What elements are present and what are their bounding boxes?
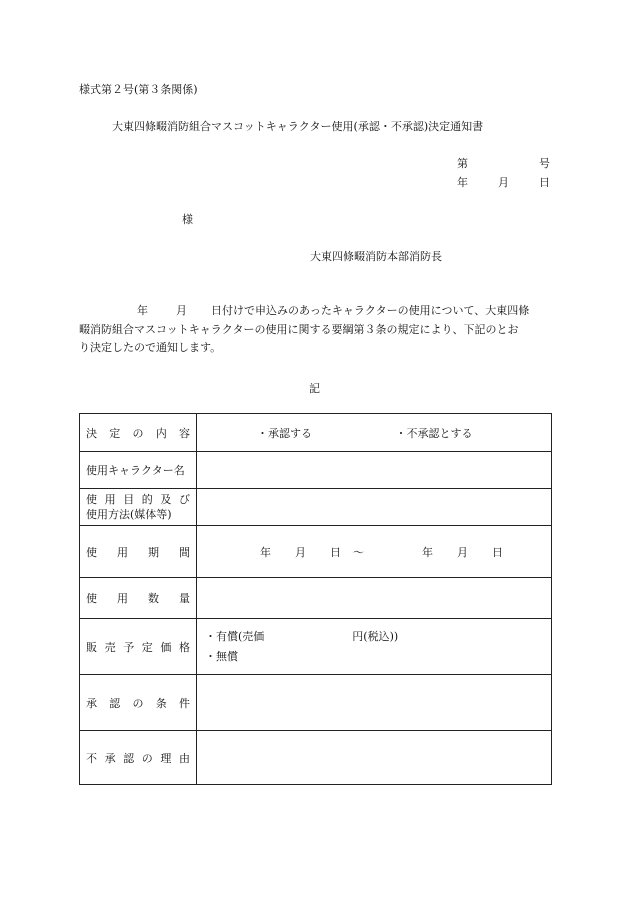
label-char: 決: [86, 426, 97, 440]
period-tilde: ～: [353, 545, 364, 559]
price-value[interactable]: [197, 619, 552, 675]
body-month: 月: [176, 304, 187, 317]
number-suffix: 号: [539, 157, 550, 170]
rejection-reason-label: [80, 750, 196, 766]
quantity-label: [80, 590, 196, 606]
label-char: の: [132, 696, 144, 710]
reject-option[interactable]: ・不承認とする: [395, 426, 473, 440]
label-char: 件: [179, 696, 190, 710]
label-char: 用: [117, 592, 128, 605]
rejection-reason-value[interactable]: [197, 731, 552, 785]
price-free-line: ・無償: [205, 649, 238, 663]
body-line-1-rest: 日付けで申込みのあったキャラクターの使用について、大東四條: [211, 304, 530, 317]
period-start-day: 日: [330, 545, 341, 559]
approve-option[interactable]: ・承認する: [257, 426, 312, 440]
document-number-line: [457, 155, 550, 171]
decision-value[interactable]: [197, 414, 552, 452]
label-char: 期: [148, 545, 159, 559]
label-char: 数: [148, 592, 159, 605]
label-char: 売: [104, 640, 116, 654]
label-char: 量: [179, 592, 190, 605]
date-day: 日: [539, 176, 550, 189]
label-char: 販: [86, 640, 97, 654]
body-line-3: り決定したので通知します。: [79, 341, 222, 354]
table-row-rejection-reason: [80, 731, 552, 785]
label-char: の: [132, 426, 144, 440]
addressee: 様: [182, 213, 193, 226]
body-text: [79, 302, 551, 358]
character-name-value[interactable]: [197, 452, 552, 489]
label-char: 定: [141, 640, 153, 654]
decision-table: [79, 413, 552, 785]
price-label: [80, 639, 196, 655]
label-char: 容: [179, 426, 190, 440]
label-char: 承: [86, 696, 97, 710]
table-row-decision: [80, 414, 552, 452]
purpose-label: [80, 492, 196, 522]
number-prefix: 第: [457, 157, 468, 170]
label-char: 承: [104, 751, 116, 765]
label-char: 的: [141, 493, 153, 506]
period-end-year: 年: [422, 545, 433, 559]
label-char: 由: [178, 751, 190, 765]
label-char: 使: [86, 592, 97, 605]
period-start-year: 年: [260, 545, 271, 559]
ki-heading: 記: [309, 382, 320, 395]
table-row-purpose: [80, 489, 552, 526]
table-row-price: [80, 619, 552, 675]
label-char: 予: [123, 640, 135, 654]
purpose-value[interactable]: [197, 489, 552, 526]
label-char: の: [141, 751, 153, 765]
quantity-value[interactable]: [197, 578, 552, 619]
table-row-character-name: [80, 452, 552, 489]
price-paid-line: [205, 627, 543, 647]
label-char: 不: [86, 751, 97, 765]
table-row-quantity: [80, 578, 552, 619]
document-title: 大東四條畷消防組合マスコットキャラクター使用(承認・不承認)決定通知書: [112, 120, 484, 133]
table-row-period: [80, 526, 552, 578]
body-year: 年: [137, 304, 148, 317]
label-char: 目: [123, 493, 135, 506]
label-char: び: [178, 493, 190, 506]
table-row-conditions: [80, 675, 552, 731]
period-label: [80, 544, 196, 560]
label-char: 及: [160, 493, 172, 506]
period-start-month: 月: [295, 545, 306, 559]
body-line-1: [79, 302, 551, 321]
label-char: 定: [109, 426, 121, 440]
sender: 大東四條畷消防本部消防長: [310, 250, 442, 263]
character-name-label: 使用キャラクター名: [86, 464, 185, 477]
date-year: 年: [457, 176, 468, 189]
purpose-label-line-1: [86, 492, 190, 507]
label-char: 用: [117, 545, 128, 559]
decision-label: [80, 425, 196, 441]
label-char: 用: [104, 493, 116, 506]
body-line-2: 畷消防組合マスコットキャラクターの使用に関する要綱第３条の規定により、下記のとお: [79, 322, 519, 336]
price-paid-prefix: ・有償(売価: [205, 629, 265, 643]
document-date-line: [457, 174, 550, 190]
period-end-month: 月: [457, 545, 468, 559]
label-char: 価: [160, 640, 172, 654]
price-paid-suffix: 円(税込)): [352, 629, 399, 643]
purpose-label-line-2: 使用方法(媒体等): [86, 508, 172, 521]
label-char: 使: [86, 493, 97, 506]
conditions-value[interactable]: [197, 675, 552, 731]
label-char: 理: [160, 751, 172, 765]
label-char: 内: [155, 426, 167, 440]
label-char: 認: [109, 696, 121, 710]
conditions-label: [80, 695, 196, 711]
period-end-day: 日: [492, 545, 503, 559]
label-char: 認: [123, 751, 135, 765]
label-char: 条: [155, 696, 167, 710]
label-char: 格: [178, 640, 190, 654]
period-dates: [197, 544, 551, 560]
label-char: 間: [179, 545, 190, 559]
date-month: 月: [498, 176, 509, 189]
label-char: 使: [86, 545, 97, 559]
form-number: 様式第２号(第３条関係): [79, 83, 198, 96]
period-value[interactable]: [197, 526, 552, 578]
